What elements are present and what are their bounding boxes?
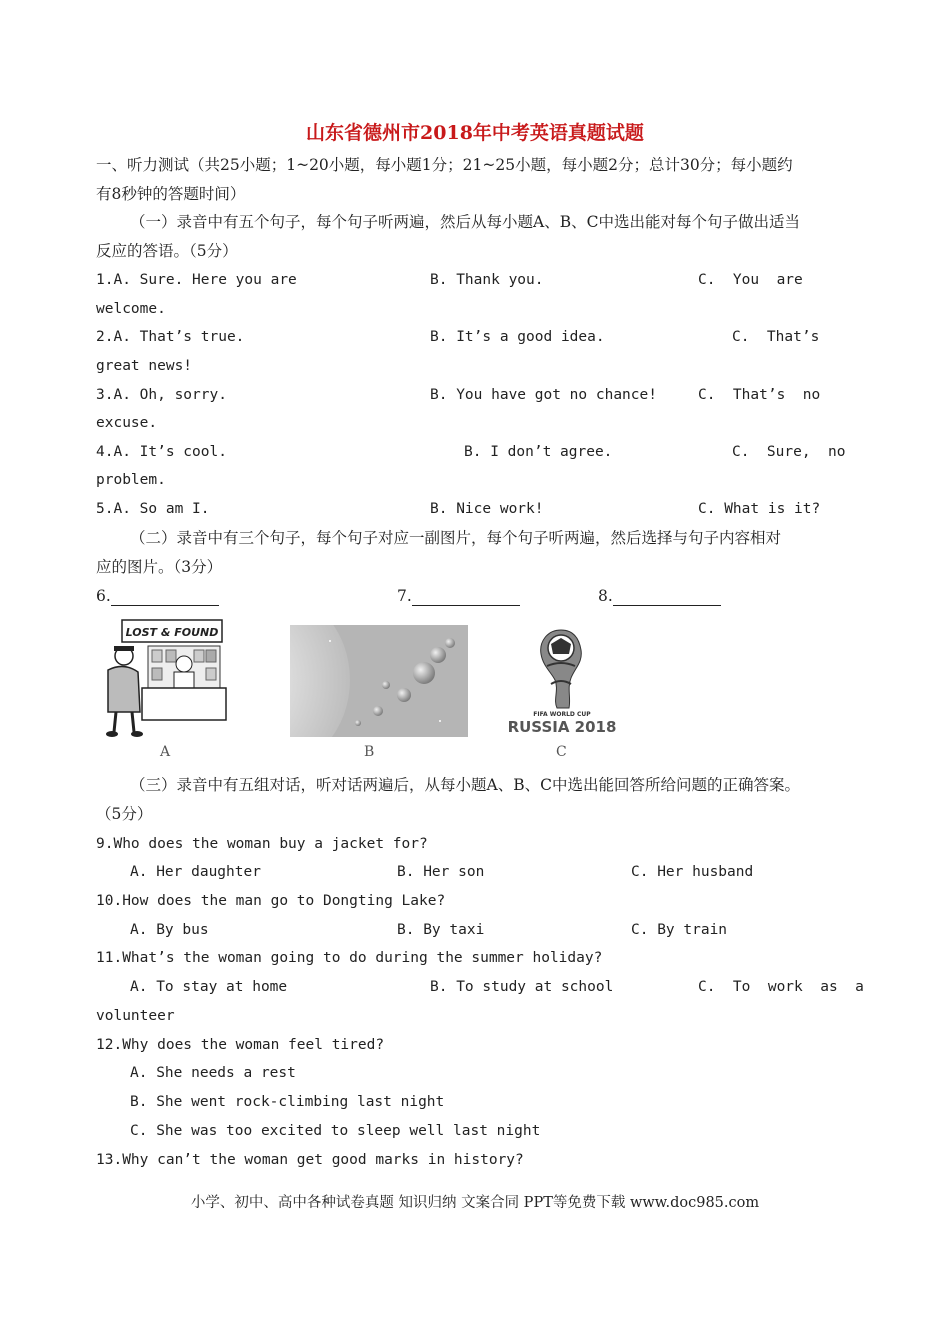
part1-instruction-line1: （一）录音中有五个句子，每个句子听两遍，然后从每小题A、B、C中选出能对每个句子做出适当 (130, 213, 800, 231)
q5-option-c: C. What is it? (698, 501, 821, 517)
blank-6 (96, 586, 219, 606)
q3-option-a: 3.A. Oh, sorry. (96, 387, 227, 403)
q3-option-b: B. You have got no chance! (430, 387, 657, 403)
q10-option-b: B. By taxi (397, 922, 485, 938)
blank-8-label: 8. (598, 587, 613, 605)
q9-option-a: A. Her daughter (130, 864, 261, 880)
figure-c-world-cup-logo (507, 622, 617, 740)
q11-option-a: A. To stay at home (130, 979, 288, 995)
blank-8-line[interactable] (613, 589, 721, 606)
q1-option-c-continued: welcome. (96, 301, 166, 317)
q5-option-a: 5.A. So am I. (96, 501, 210, 517)
q4-option-b: B. I don’t agree. (464, 444, 613, 460)
figure-b-caption: B (364, 744, 375, 760)
q10-option-a: A. By bus (130, 922, 209, 938)
blank-7-label: 7. (397, 587, 412, 605)
figure-a-sign: LOST & FOUND (125, 626, 219, 639)
part3-instruction-line1: （三）录音中有五组对话，听对话两遍后，从每小题A、B、C中选出能回答所给问题的正确答案。 (130, 776, 800, 794)
q12-question: 12.Why does the woman feel tired? (96, 1037, 385, 1053)
figure-c-logo-big-text: RUSSIA 2018 (507, 718, 617, 736)
q2-option-a: 2.A. That’s true. (96, 329, 245, 345)
q12-option-b: B. She went rock-climbing last night (130, 1094, 445, 1110)
q12-option-c: C. She was too excited to sleep well last night (130, 1123, 541, 1139)
figure-c-logo-small-text: FIFA WORLD CUP (533, 711, 591, 718)
q11-question: 11.What’s the woman going to do during the summer holiday? (96, 950, 603, 966)
q2-option-c-continued: great news! (96, 358, 193, 374)
q9-question: 9.Who does the woman buy a jacket for? (96, 836, 428, 852)
q4-option-a: 4.A. It’s cool. (96, 444, 227, 460)
q4-option-c: C. Sure, no (732, 444, 846, 460)
page-footer: 小学、初中、高中各种试卷真题 知识归纳 文案合同 PPT等免费下载 www.doc985.com (190, 1195, 760, 1211)
q10-question: 10.How does the man go to Dongting Lake? (96, 893, 446, 909)
blank-7 (397, 586, 520, 606)
part1-instruction-line2: 反应的答语。（5分） (96, 242, 238, 260)
q11-option-c-continued: volunteer (96, 1008, 175, 1024)
q1-option-a: 1.A. Sure. Here you are (96, 272, 297, 288)
q1-option-c: C. You are (698, 272, 803, 288)
blank-8 (598, 586, 721, 606)
part2-instruction-line2: 应的图片。（3分） (96, 558, 223, 576)
blank-6-line[interactable] (111, 589, 219, 606)
page-title: 山东省德州市2018年中考英语真题试题 (306, 122, 644, 144)
section1-header-line1: 一、听力测试（共25小题；1~20小题，每小题1分；21~25小题，每小题2分；总计30分；每小题约 (96, 156, 793, 174)
q3-option-c: C. That’s no (698, 387, 821, 403)
figure-b-solar-system (290, 625, 468, 737)
figure-c-caption: C (556, 744, 567, 760)
section1-header-line2: 有8秒钟的答题时间） (96, 185, 246, 203)
blank-6-label: 6. (96, 587, 111, 605)
q11-option-c: C. To work as a (698, 979, 864, 995)
q2-option-c: C. That’s (732, 329, 820, 345)
q10-option-c: C. By train (631, 922, 728, 938)
q3-option-c-continued: excuse. (96, 415, 158, 431)
q13-question: 13.Why can’t the woman get good marks in history? (96, 1152, 524, 1168)
q11-option-b: B. To study at school (430, 979, 614, 995)
figure-a-caption: A (160, 744, 171, 760)
figure-a-lost-and-found (100, 616, 228, 738)
q1-option-b: B. Thank you. (430, 272, 544, 288)
q12-option-a: A. She needs a rest (130, 1065, 296, 1081)
blank-7-line[interactable] (412, 589, 520, 606)
part3-instruction-line2: （5分） (96, 805, 153, 823)
q9-option-b: B. Her son (397, 864, 485, 880)
q9-option-c: C. Her husband (631, 864, 754, 880)
q5-option-b: B. Nice work! (430, 501, 544, 517)
part2-instruction-line1: （二）录音中有三个句子，每个句子对应一副图片，每个句子听两遍，然后选择与句子内容相对 (130, 529, 782, 547)
q4-option-c-continued: problem. (96, 472, 166, 488)
q2-option-b: B. It’s a good idea. (430, 329, 605, 345)
